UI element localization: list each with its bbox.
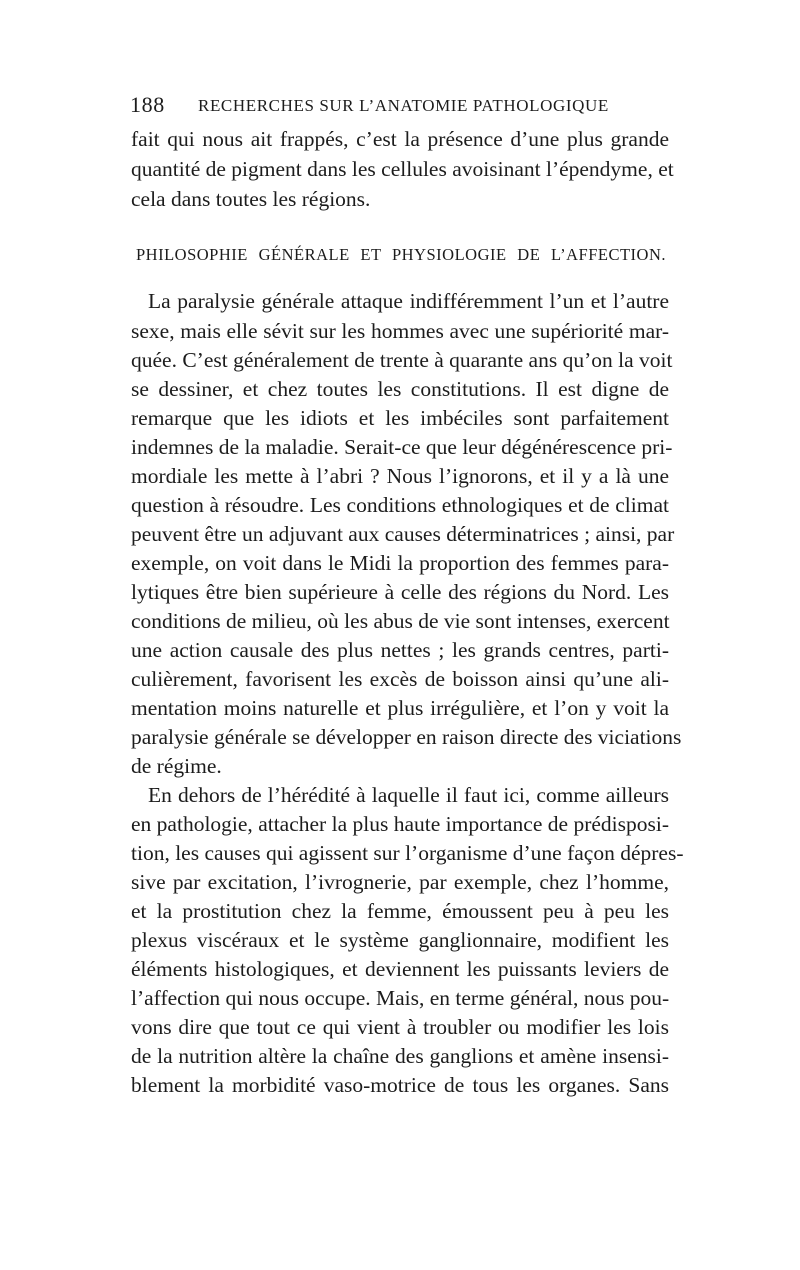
text-line: culièrement, favorisent les excès de boisson ainsi qu’une ali- [131,667,669,691]
text-line: quantité de pigment dans les cellules avoisinant l’épendyme, et [131,157,674,181]
text-line: de régime. [131,754,222,778]
text-line: en pathologie, attacher la plus haute importance de prédisposi- [131,812,669,836]
running-head [130,92,670,122]
text-line: se dessiner, et chez toutes les constitutions. Il est digne de [131,377,669,401]
text-line: éléments histologiques, et deviennent les puissants leviers de [131,957,669,981]
text-line: mordiale les mette à l’abri ? Nous l’ignorons, et il y a là une [131,464,669,488]
text-line: remarque que les idiots et les imbéciles sont parfaitement [131,406,669,430]
text-line: plexus viscéraux et le système ganglionnaire, modifient les [131,928,669,952]
text-line: et la prostitution chez la femme, émoussent peu à peu les [131,899,669,923]
text-line: exemple, on voit dans le Midi la proportion des femmes para- [131,551,669,575]
text-line: quée. C’est généralement de trente à quarante ans qu’on la voit [131,348,673,372]
text-line: La paralysie générale attaque indifféremment l’un et l’autre [148,289,669,313]
text-line: paralysie générale se développer en raison directe des viciations [131,725,682,749]
text-line: peuvent être un adjuvant aux causes déterminatrices ; ainsi, par [131,522,675,546]
text-line: de la nutrition altère la chaîne des ganglions et amène insensi- [131,1044,669,1068]
text-line: fait qui nous ait frappés, c’est la présence d’une plus grande [131,127,669,151]
text-line: mentation moins naturelle et plus irrégulière, et l’on y voit la [131,696,669,720]
text-line: une action causale des plus nettes ; les grands centres, parti- [131,638,669,662]
page-number: 188 [130,92,165,117]
text-line: cela dans toutes les régions. [131,187,371,211]
section-heading: PHILOSOPHIE GÉNÉRALE ET PHYSIOLOGIE DE L’AFFECTION. [136,245,666,264]
text-line: question à résoudre. Les conditions ethnologiques et de climat [131,493,669,517]
text-line: En dehors de l’hérédité à laquelle il faut ici, comme ailleurs [148,783,669,807]
text-line: l’affection qui nous occupe. Mais, en terme général, nous pou- [131,986,670,1010]
text-line: tion, les causes qui agissent sur l’organisme d’une façon dépres- [131,841,684,865]
text-line: sexe, mais elle sévit sur les hommes avec une supériorité mar- [131,319,669,343]
text-line: indemnes de la maladie. Serait-ce que leur dégénérescence pri- [131,435,673,459]
text-line: vons dire que tout ce qui vient à troubler ou modifier les lois [131,1015,669,1039]
text-line: blement la morbidité vaso-motrice de tous les organes. Sans [131,1073,669,1097]
text-line: lytiques être bien supérieure à celle des régions du Nord. Les [131,580,669,604]
running-title: RECHERCHES SUR L’ANATOMIE PATHOLOGIQUE [198,96,609,115]
text-line: sive par excitation, l’ivrognerie, par exemple, chez l’homme, [131,870,669,894]
text-line: conditions de milieu, où les abus de vie sont intenses, exercent [131,609,670,633]
